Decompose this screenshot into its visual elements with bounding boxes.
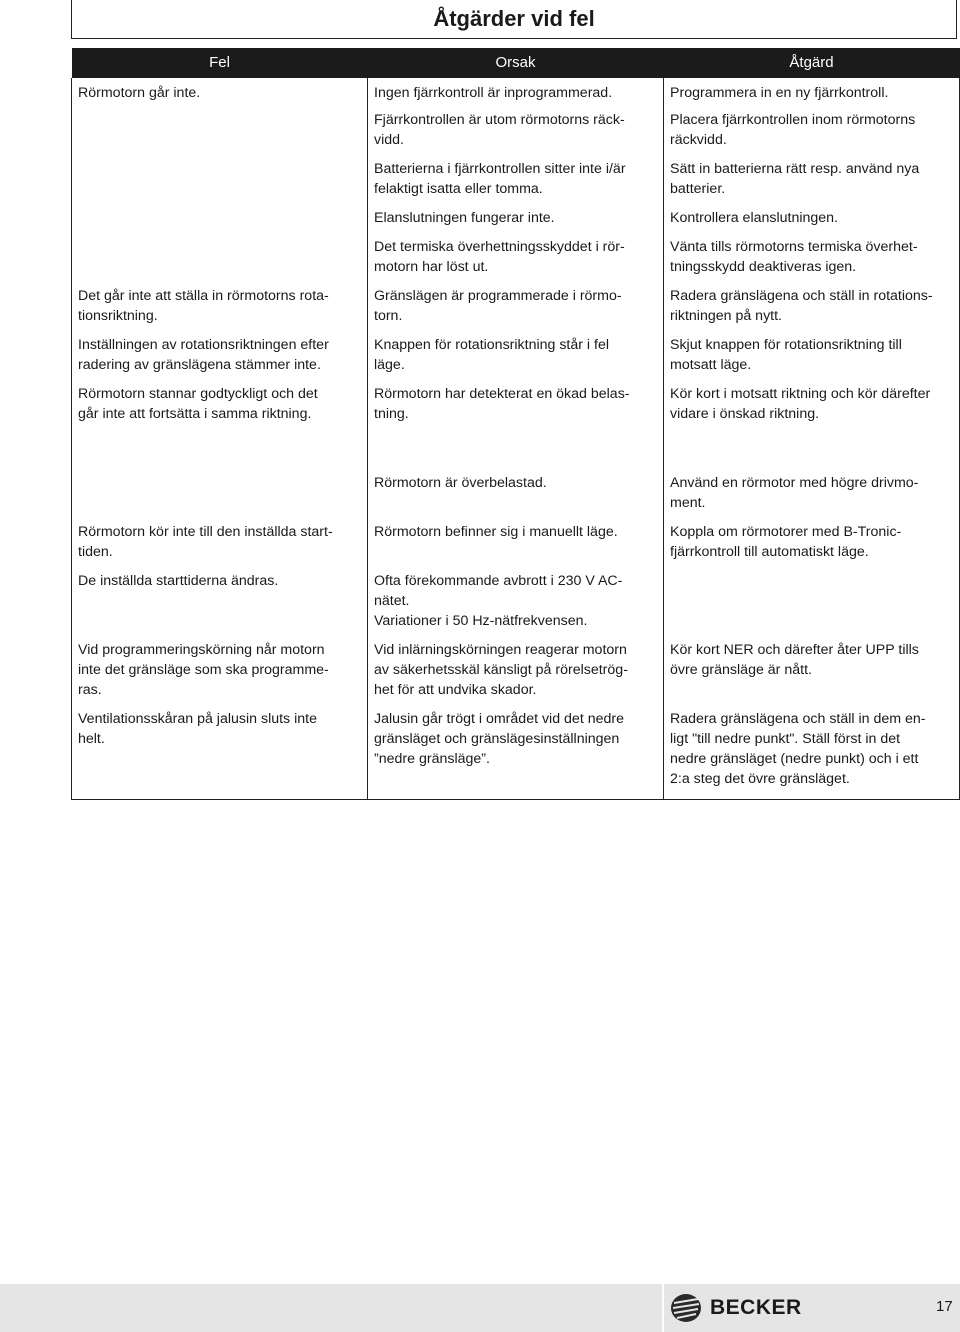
header-fel: Fel xyxy=(72,48,368,78)
fel-cell: Vid programmeringskörning når motorn inte det gränsläge som ska programme- ras. xyxy=(78,642,329,698)
atgard-cell: Placera fjärrkontrollen inom rörmotorns räckvidd. xyxy=(670,112,916,148)
table-row xyxy=(72,571,960,640)
troubleshooting-table xyxy=(71,48,960,800)
page-footer xyxy=(0,1284,960,1332)
atgard-cell: Kör kort NER och därefter åter UPP tills övre gränsläge är nått. xyxy=(670,642,919,678)
fel-cell: Rörmotorn går inte. xyxy=(78,85,201,101)
table-row xyxy=(72,286,960,335)
orsak-cell: Batterierna i fjärrkontrollen sitter inte i/är felaktigt isatta eller tomma. xyxy=(374,161,626,197)
table-row xyxy=(72,384,960,433)
page-title: Åtgärder vid fel xyxy=(71,0,957,39)
table-row xyxy=(72,709,960,800)
becker-logo-icon xyxy=(670,1293,702,1323)
orsak-cell: Fjärrkontrollen är utom rörmotorns räck- vidd. xyxy=(374,112,625,148)
fel-cell: Det går inte att ställa in rörmotorns rota- tionsriktning. xyxy=(78,288,329,324)
table-row xyxy=(72,78,960,108)
fel-cell: Rörmotorn stannar godtyckligt och det går inte att fortsätta i samma riktning. xyxy=(78,386,318,422)
header-atgard: Åtgärd xyxy=(664,48,960,78)
orsak-cell: Rörmotorn har detekterat en ökad belas- tning. xyxy=(374,386,630,422)
table-row xyxy=(72,237,960,286)
orsak-cell: Rörmotorn befinner sig i manuellt läge. xyxy=(374,524,618,540)
orsak-cell: Gränslägen är programmerade i rörmo- torn. xyxy=(374,288,622,324)
table-row xyxy=(72,640,960,709)
atgard-cell: Radera gränslägena och ställ in dem en- ligt "till nedre punkt". Ställ först in det nedre gränsläget (nedre punkt) och i ett 2:a steg det övre gränsläget. xyxy=(670,711,926,787)
atgard-cell: Radera gränslägena och ställ in rotations- riktningen på nytt. xyxy=(670,288,933,324)
orsak-cell: Jalusin går trögt i området vid det nedre gränsläget och gränslägesinställningen ”nedre gränsläge”. xyxy=(374,711,624,767)
atgard-cell: Kör kort i motsatt riktning och kör därefter vidare i önskad riktning. xyxy=(670,386,931,422)
atgard-cell: Kontrollera elanslutningen. xyxy=(670,210,838,226)
orsak-cell: Knappen för rotationsriktning står i fel läge. xyxy=(374,337,610,373)
fel-cell: De inställda starttiderna ändras. xyxy=(78,573,279,589)
orsak-cell: Vid inlärningskörningen reagerar motorn av säkerhetsskäl känsligt på rörelsetrög- het för att undvika skador. xyxy=(374,642,628,698)
table-row xyxy=(72,335,960,384)
footer-divider xyxy=(662,1284,664,1332)
orsak-cell: Ingen fjärrkontroll är inprogrammerad. xyxy=(374,85,613,101)
table-spacer-row xyxy=(72,433,960,473)
table-row xyxy=(72,208,960,237)
fel-cell: Ventilationsskåran på jalusin sluts inte helt. xyxy=(78,711,317,747)
header-orsak: Orsak xyxy=(368,48,664,78)
atgard-cell: Koppla om rörmotorer med B-Tronic- fjärrkontroll till automatiskt läge. xyxy=(670,524,902,560)
table-row xyxy=(72,159,960,208)
table-row xyxy=(72,108,960,159)
table-row xyxy=(72,473,960,522)
orsak-cell: Rörmotorn är överbelastad. xyxy=(374,475,547,491)
brand-logo-text: BECKER xyxy=(710,1296,802,1319)
table-row xyxy=(72,522,960,571)
atgard-cell: Vänta tills rörmotorns termiska överhet- tningsskydd deaktiveras igen. xyxy=(670,239,918,275)
table-header-row xyxy=(72,48,960,78)
orsak-cell: Elanslutningen fungerar inte. xyxy=(374,210,555,226)
orsak-cell: Ofta förekommande avbrott i 230 V AC- nätet. Variationer i 50 Hz-nätfrekvensen. xyxy=(374,573,623,629)
atgard-cell: Använd en rörmotor med högre drivmo- ment. xyxy=(670,475,919,511)
orsak-cell: Det termiska överhettningsskyddet i rör- motorn har löst ut. xyxy=(374,239,625,275)
atgard-cell: Sätt in batterierna rätt resp. använd nya batterier. xyxy=(670,161,920,197)
page-number: 17 xyxy=(936,1298,953,1315)
atgard-cell: Programmera in en ny fjärrkontroll. xyxy=(670,85,889,101)
fel-cell: Rörmotorn kör inte till den inställda start- tiden. xyxy=(78,524,333,560)
atgard-cell: Skjut knappen för rotationsriktning till motsatt läge. xyxy=(670,337,902,373)
fel-cell: Inställningen av rotationsriktningen efter radering av gränslägena stämmer inte. xyxy=(78,337,329,373)
